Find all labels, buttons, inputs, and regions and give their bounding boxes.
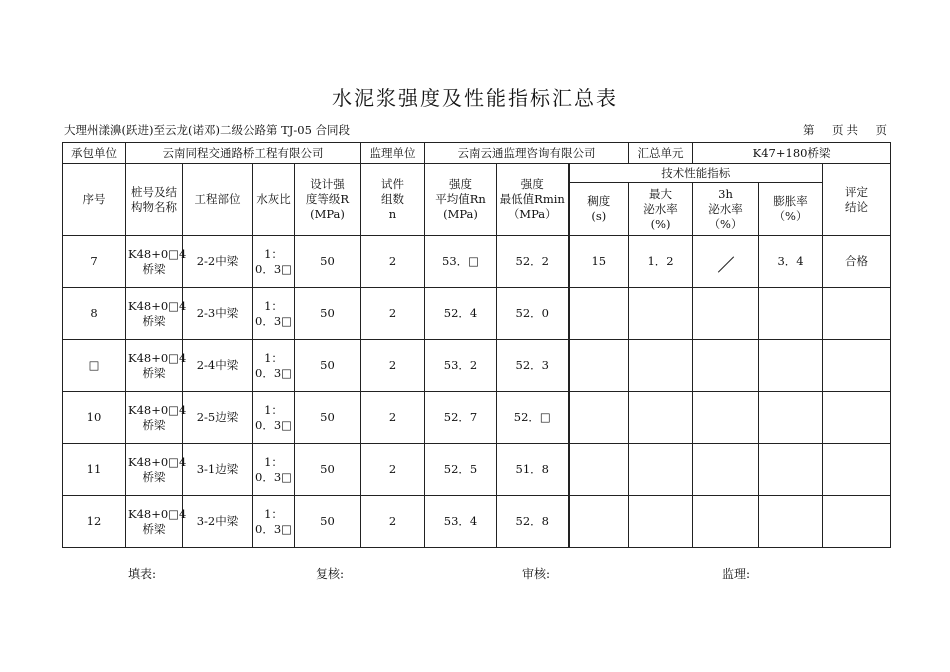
- col-expansion: 膨胀率 （%）: [759, 183, 823, 236]
- col-bleed-3h: 3h 泌水率 （%）: [693, 183, 759, 236]
- reviewer-label: 复核:: [316, 567, 345, 581]
- cell-pile: K48+0□4 桥梁: [126, 340, 183, 392]
- col-part: 工程部位: [183, 164, 253, 236]
- cell-part: 2-2中梁: [183, 236, 253, 288]
- cell-seq: 10: [63, 392, 126, 444]
- cell-conclusion: 合格: [823, 236, 891, 288]
- cell-conclusion: [823, 392, 891, 444]
- col-pile: 桩号及结 构物名称: [126, 164, 183, 236]
- cell-groups: 2: [361, 496, 425, 548]
- cell-max-bleed: [629, 288, 693, 340]
- cell-part: 3-1边梁: [183, 444, 253, 496]
- contractor-label: 承包单位: [63, 143, 126, 164]
- cell-expansion: [759, 288, 823, 340]
- cell-avg-strength: 52．7: [425, 392, 497, 444]
- cell-conclusion: [823, 288, 891, 340]
- col-wc-ratio: 水灰比: [253, 164, 295, 236]
- col-min-strength: 强度 最低值Rmin （MPa）: [497, 164, 569, 236]
- cell-part: 3-2中梁: [183, 496, 253, 548]
- cell-wc-ratio: 1：0．3□: [253, 236, 295, 288]
- cell-consistency: [569, 288, 629, 340]
- cell-bleed-3h: [693, 444, 759, 496]
- cell-wc-ratio: 1：0．3□: [253, 288, 295, 340]
- cell-avg-strength: 53．4: [425, 496, 497, 548]
- cell-conclusion: [823, 496, 891, 548]
- col-max-bleed: 最大 泌水率 (%): [629, 183, 693, 236]
- unit-value: K47+180桥梁: [693, 143, 891, 164]
- contract-section: 大理州漾濞(跃进)至云龙(诺邓)二级公路第 TJ-05 合同段: [64, 123, 351, 137]
- cell-consistency: [569, 444, 629, 496]
- table-row: [63, 444, 891, 496]
- table-row: [63, 496, 891, 548]
- cell-design-strength: 50: [295, 496, 361, 548]
- cell-design-strength: 50: [295, 340, 361, 392]
- cell-part: 2-3中梁: [183, 288, 253, 340]
- cell-pile: K48+0□4 桥梁: [126, 236, 183, 288]
- cell-max-bleed: [629, 340, 693, 392]
- cell-bleed-3h: [693, 236, 759, 288]
- cell-groups: 2: [361, 340, 425, 392]
- cell-groups: 2: [361, 444, 425, 496]
- cell-expansion: [759, 496, 823, 548]
- page-title: 水泥浆强度及性能指标汇总表: [332, 86, 618, 110]
- cell-bleed-3h: [693, 496, 759, 548]
- cell-expansion: [759, 340, 823, 392]
- cell-design-strength: 50: [295, 288, 361, 340]
- cell-expansion: [759, 392, 823, 444]
- cell-min-strength: 52．0: [497, 288, 569, 340]
- cell-avg-strength: 53．□: [425, 236, 497, 288]
- cell-pile: K48+0□4 桥梁: [126, 288, 183, 340]
- slash-mark: [717, 256, 733, 272]
- col-design-strength: 设计强 度等级R (MPa): [295, 164, 361, 236]
- table-row: [63, 288, 891, 340]
- cell-seq: 11: [63, 444, 126, 496]
- supervisor-value: 云南云通监理咨询有限公司: [425, 143, 629, 164]
- cell-conclusion: [823, 444, 891, 496]
- cell-max-bleed: [629, 392, 693, 444]
- cell-conclusion: [823, 340, 891, 392]
- col-avg-strength: 强度 平均值Rn (MPa): [425, 164, 497, 236]
- project-line: [64, 122, 890, 138]
- cell-min-strength: 52．2: [497, 236, 569, 288]
- cell-wc-ratio: 1：0．3□: [253, 392, 295, 444]
- cell-consistency: 15: [569, 236, 629, 288]
- table-row: [63, 236, 891, 288]
- cell-wc-ratio: 1：0．3□: [253, 496, 295, 548]
- cell-groups: 2: [361, 288, 425, 340]
- cell-part: 2-4中梁: [183, 340, 253, 392]
- cell-min-strength: 52．8: [497, 496, 569, 548]
- cell-groups: 2: [361, 236, 425, 288]
- cell-consistency: [569, 496, 629, 548]
- page-counter: 第 页共 页: [803, 123, 890, 137]
- cell-bleed-3h: [693, 340, 759, 392]
- cell-pile: K48+0□4 桥梁: [126, 496, 183, 548]
- cell-avg-strength: 53．2: [425, 340, 497, 392]
- cell-wc-ratio: 1：0．3□: [253, 444, 295, 496]
- col-consistency: 稠度 (s): [569, 183, 629, 236]
- cell-design-strength: 50: [295, 444, 361, 496]
- cell-bleed-3h: [693, 392, 759, 444]
- cell-min-strength: 52．3: [497, 340, 569, 392]
- cell-seq: 12: [63, 496, 126, 548]
- cell-pile: K48+0□4 桥梁: [126, 392, 183, 444]
- cell-min-strength: 51．8: [497, 444, 569, 496]
- cell-seq: 7: [63, 236, 126, 288]
- col-tech-group: 技术性能指标: [569, 164, 823, 183]
- cell-expansion: 3．4: [759, 236, 823, 288]
- cell-consistency: [569, 392, 629, 444]
- col-groups: 试件 组数 n: [361, 164, 425, 236]
- cell-pile: K48+0□4 桥梁: [126, 444, 183, 496]
- cell-consistency: [569, 340, 629, 392]
- info-row: [63, 143, 891, 164]
- supervisor-label: 监理单位: [361, 143, 425, 164]
- cell-design-strength: 50: [295, 392, 361, 444]
- cell-avg-strength: 52．5: [425, 444, 497, 496]
- contractor-value: 云南同程交通路桥工程有限公司: [126, 143, 361, 164]
- cell-avg-strength: 52．4: [425, 288, 497, 340]
- col-conclusion: 评定 结论: [823, 164, 891, 236]
- filler-label: 填表:: [128, 567, 157, 581]
- cell-max-bleed: 1．2: [629, 236, 693, 288]
- header-row-1: [63, 164, 891, 183]
- table-row: [63, 340, 891, 392]
- cell-max-bleed: [629, 444, 693, 496]
- cell-seq: □: [63, 340, 126, 392]
- col-seq: 序号: [63, 164, 126, 236]
- cell-expansion: [759, 444, 823, 496]
- cell-groups: 2: [361, 392, 425, 444]
- auditor-label: 审核:: [522, 567, 551, 581]
- cell-design-strength: 50: [295, 236, 361, 288]
- cell-part: 2-5边梁: [183, 392, 253, 444]
- cell-min-strength: 52．□: [497, 392, 569, 444]
- unit-label: 汇总单元: [629, 143, 693, 164]
- supervisor-sign-label: 监理:: [722, 567, 751, 581]
- cell-bleed-3h: [693, 288, 759, 340]
- cell-max-bleed: [629, 496, 693, 548]
- summary-table: [62, 142, 891, 548]
- table-row: [63, 392, 891, 444]
- cell-seq: 8: [63, 288, 126, 340]
- cell-wc-ratio: 1：0．3□: [253, 340, 295, 392]
